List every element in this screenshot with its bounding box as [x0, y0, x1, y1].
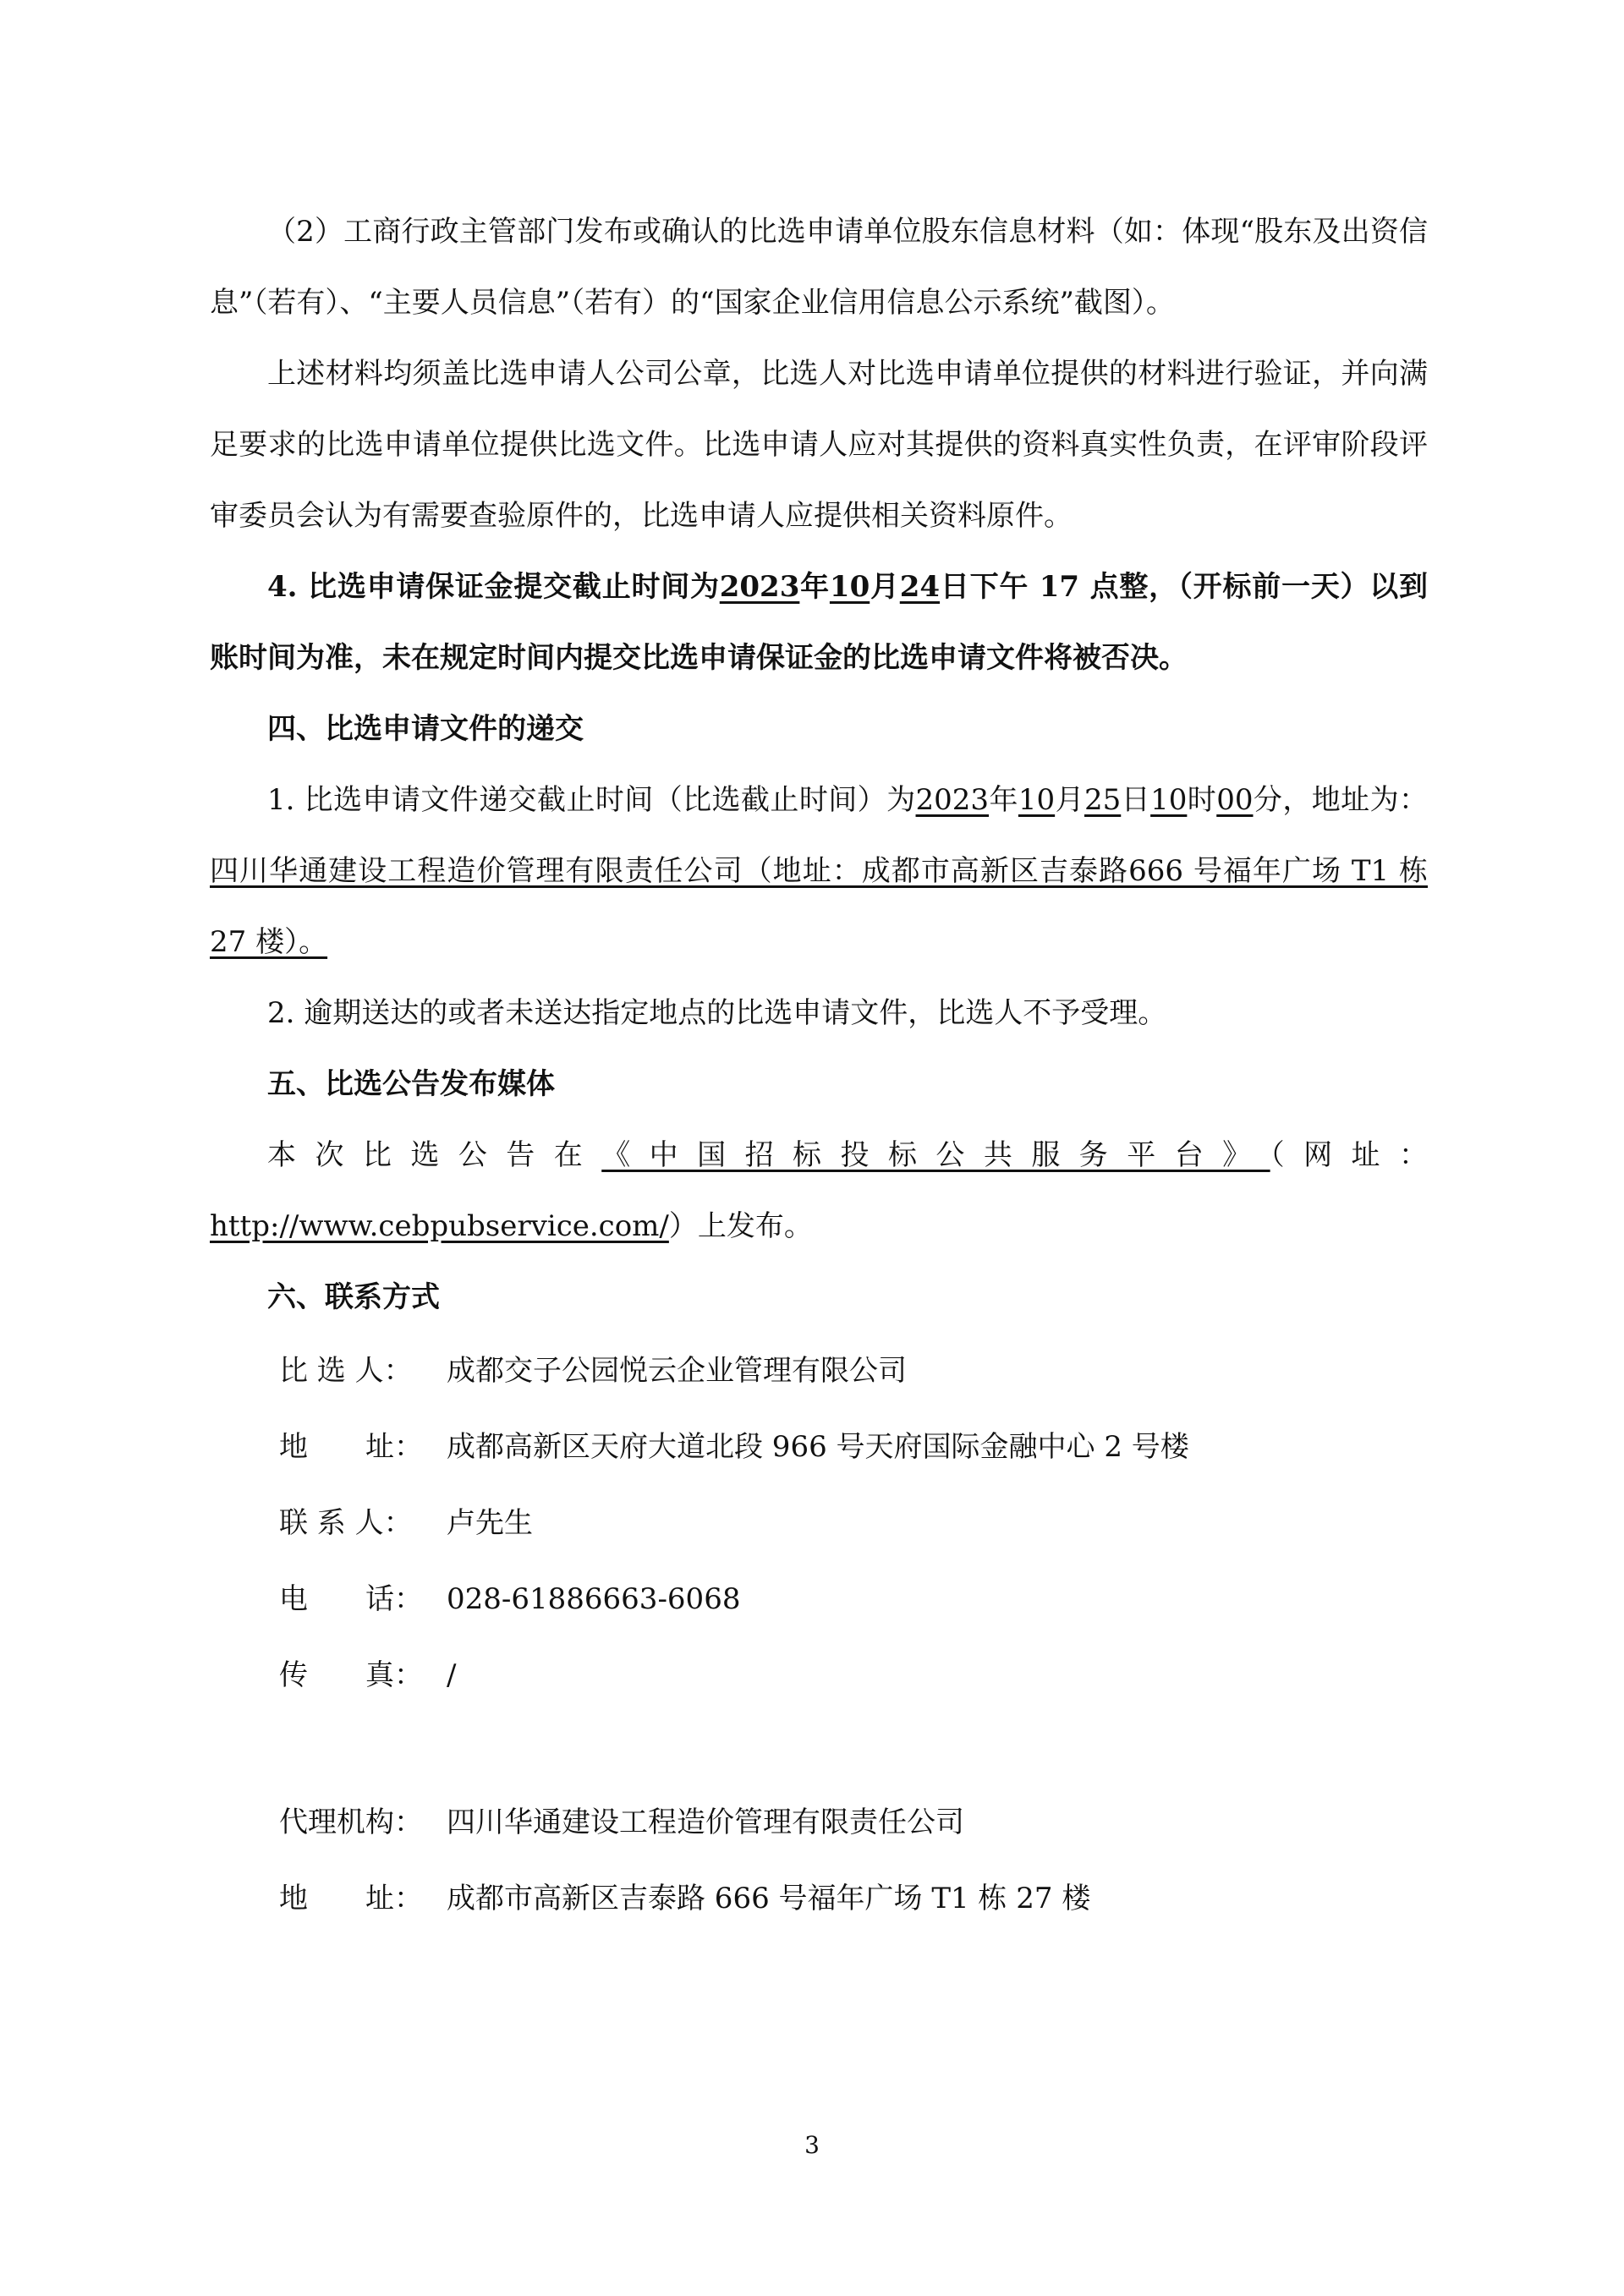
section4-item2: 2. 逾期送达的或者未送达指定地点的比选申请文件，比选人不予受理。	[267, 996, 1167, 1030]
section4-address: 四川华通建设工程造价管理有限责任公司（地址：成都市高新区吉泰路666 号福年广场 T1 栋 27 楼）。	[210, 854, 1428, 959]
contact-row-address	[210, 1409, 1428, 1485]
contact-value: 成都高新区天府大道北段 966 号天府国际金融中心 2 号楼	[447, 1430, 1189, 1464]
contact-label: 传 真：	[279, 1658, 423, 1692]
section5-text-2: （网址：	[1270, 1138, 1429, 1172]
agency-row-name	[210, 1784, 1428, 1860]
section4-minute-suffix: 分，地址为：	[1253, 783, 1429, 817]
section4-year: 2023	[915, 783, 990, 817]
contact-row-phone	[210, 1561, 1428, 1637]
section3-stamp-note: 上述材料均须盖比选申请人公司公章，比选人对比选申请单位提供的材料进行验证，并向满足要求的比选申请单位提供比选文件。比选申请人应对其提供的资料真实性负责，在评审阶段评审委员会认为有需要查验原件的，比选申请人应提供相关资料原件。	[210, 357, 1428, 533]
section5-text-1: 本次比选公告在	[267, 1138, 602, 1172]
section4-month: 10	[1018, 783, 1056, 817]
item4-text-3: 月	[870, 570, 900, 604]
contact-label: 电 话：	[279, 1582, 423, 1616]
item4-deposit-deadline	[210, 551, 1428, 693]
item4-text-1: 4. 比选申请保证金提交截止时间为	[267, 570, 720, 604]
agency-row-address	[210, 1860, 1428, 1937]
section4-item1	[210, 764, 1428, 978]
section5-text-3: ）上发布。	[668, 1209, 813, 1243]
agency-label: 地 址：	[279, 1882, 423, 1915]
item4-year: 2023	[719, 570, 800, 604]
section4-item1-text: 1. 比选申请文件递交截止时间（比选截止时间）为	[267, 783, 916, 817]
item4-month: 10	[829, 570, 870, 604]
document-page	[210, 196, 1428, 1937]
contact-label: 地 址：	[279, 1430, 423, 1464]
section3-item2: （2）工商行政主管部门发布或确认的比选申请单位股东信息材料（如：体现“股东及出资信息”（若有）、“主要人员信息”（若有）的“国家企业信用信息公示系统”截图）。	[210, 215, 1428, 320]
contact-row-fax	[210, 1637, 1428, 1713]
section4-month-suffix: 月	[1055, 783, 1084, 817]
section4-hour-suffix: 时	[1187, 783, 1217, 817]
agency-value: 成都市高新区吉泰路 666 号福年广场 T1 栋 27 楼	[447, 1882, 1091, 1915]
contact-row-selector	[210, 1333, 1428, 1409]
contact-label: 比 选 人：	[279, 1354, 413, 1388]
section5-body	[210, 1120, 1428, 1262]
agency-label: 代理机构：	[279, 1806, 423, 1839]
section5-heading: 五、比选公告发布媒体	[267, 1067, 555, 1101]
section4-hour: 10	[1150, 783, 1188, 817]
item4-day: 24	[899, 570, 941, 604]
contact-row-person	[210, 1485, 1428, 1561]
item4-text-4: 日下午 17 点整，（开标前一天）以到账时间为准，未在规定时间内提交比选申请保证金的比选申请文件将被否决。	[210, 570, 1429, 675]
section4-year-suffix: 年	[989, 783, 1018, 817]
contact-value: 028-61886663-6068	[447, 1582, 741, 1616]
page-number: 3	[804, 2131, 820, 2159]
section4-minute: 00	[1216, 783, 1254, 817]
section4-day-suffix: 日	[1121, 783, 1151, 817]
contact-value: 成都交子公园悦云企业管理有限公司	[447, 1354, 907, 1388]
section6-heading: 六、联系方式	[267, 1280, 440, 1314]
section4-heading: 四、比选申请文件的递交	[267, 712, 584, 746]
section5-url-link[interactable]: http://www.cebpubservice.com/	[210, 1209, 669, 1243]
contact-value: /	[447, 1658, 457, 1692]
agency-value: 四川华通建设工程造价管理有限责任公司	[447, 1806, 964, 1839]
spacer	[210, 1713, 1428, 1784]
contact-label: 联 系 人：	[279, 1506, 413, 1540]
section4-day: 25	[1084, 783, 1122, 817]
item4-text-2: 年	[799, 570, 830, 604]
section5-platform-name: 《中国招标投标公共服务平台》	[601, 1138, 1270, 1172]
contact-value: 卢先生	[447, 1506, 533, 1540]
